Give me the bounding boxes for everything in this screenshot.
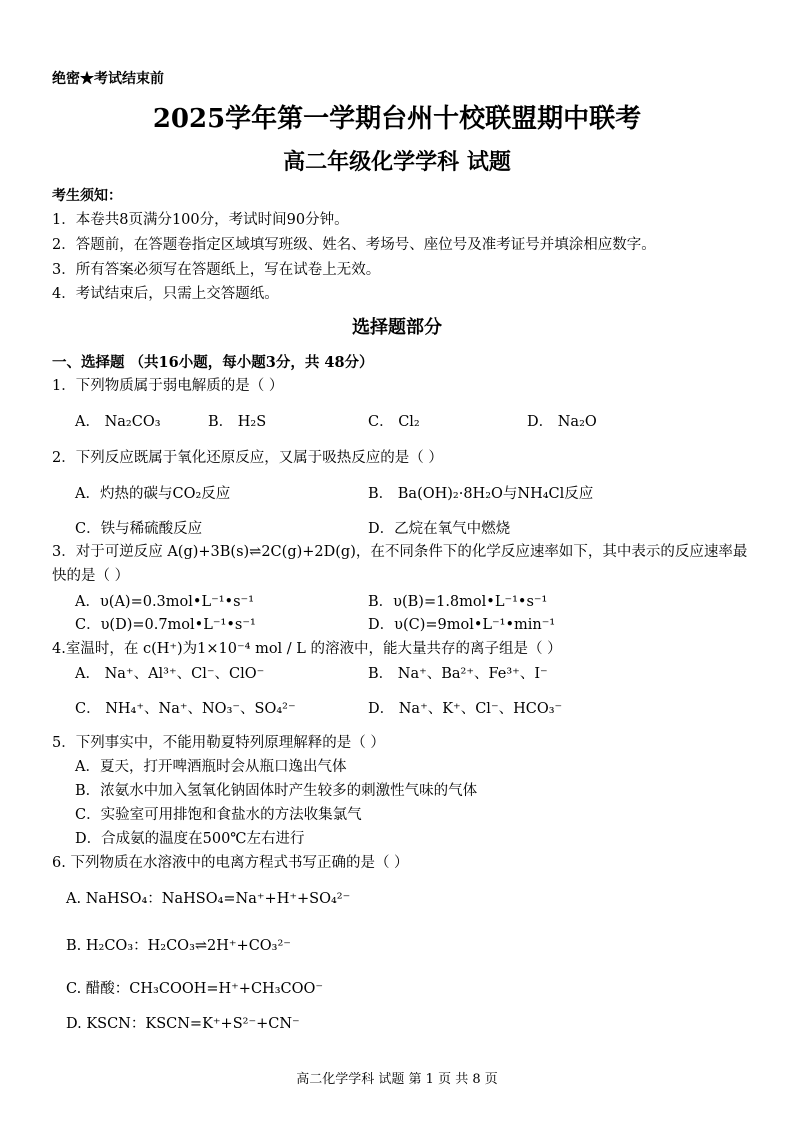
q2-option-b: B． Ba(OH)₂·8H₂O与NH₄Cl反应 [368,486,594,502]
confidential-label: 绝密★考试结束前 [52,71,164,87]
q5-option-b: B．浓氨水中加入氢氧化钠固体时产生较多的刺激性气味的气体 [75,783,478,799]
q1-option-a: A． Na₂CO₃ [75,414,161,430]
notice-item: 4．考试结束后，只需上交答题纸。 [52,286,279,302]
question-4-stem: 4.室温时，在 c(H⁺)为1×10⁻⁴ mol / L 的溶液中，能大量共存的离子组是（ ） [52,641,562,657]
q4-option-d: D． Na⁺、K⁺、Cl⁻、HCO₃⁻ [368,701,563,717]
q5-option-c: C．实验室可用排饱和食盐水的方法收集氯气 [75,807,362,823]
q1-option-c: C． Cl₂ [368,414,420,430]
exam-subtitle: 高二年级化学学科 试题 [283,149,511,175]
notice-item: 1．本卷共8页满分100分，考试时间90分钟。 [52,212,349,228]
q3-option-b: B．υ(B)=1.8mol•L⁻¹•s⁻¹ [368,594,548,610]
q4-option-a: A． Na⁺、Al³⁺、Cl⁻、ClO⁻ [75,666,265,682]
exam-title: 2025学年第一学期台州十校联盟期中联考 [152,104,642,134]
q5-option-a: A．夏天，打开啤酒瓶时会从瓶口逸出气体 [75,759,347,775]
q5-option-d: D．合成氨的温度在500℃左右进行 [75,831,305,847]
q1-option-b: B． H₂S [208,414,267,430]
question-2-stem: 2．下列反应既属于氧化还原反应，又属于吸热反应的是（ ） [52,450,443,466]
q6-option-b: B. H₂CO₃：H₂CO₃⇌2H⁺+CO₃²⁻ [66,938,291,954]
q3-option-d: D．υ(C)=9mol•L⁻¹•min⁻¹ [368,617,556,633]
q1-option-d: D． Na₂O [527,414,597,430]
question-3-stem: 3．对于可逆反应 A(g)+3B(s)⇌2C(g)+2D(g)，在不同条件下的化学反应速率如下，其中表示的反应速率最快的是（ ） [52,544,748,584]
question-5-stem: 5．下列事实中，不能用勒夏特列原理解释的是（ ） [52,735,385,751]
q3-option-c: C．υ(D)=0.7mol•L⁻¹•s⁻¹ [75,617,256,633]
q2-option-d: D．乙烷在氧气中燃烧 [368,521,511,537]
notice-item: 3．所有答案必须写在答题纸上，写在试卷上无效。 [52,262,381,278]
q6-option-c: C. 醋酸：CH₃COOH=H⁺+CH₃COO⁻ [66,981,324,997]
q2-option-a: A．灼热的碳与CO₂反应 [75,486,231,502]
section-title: 选择题部分 [352,317,442,338]
notice-heading: 考生须知： [52,188,122,204]
q3-option-a: A．υ(A)=0.3mol•L⁻¹•s⁻¹ [75,594,255,610]
q6-option-a: A. NaHSO₄：NaHSO₄=Na⁺+H⁺+SO₄²⁻ [66,891,351,907]
q4-option-b: B． Na⁺、Ba²⁺、Fe³⁺、I⁻ [368,666,548,682]
q2-option-c: C．铁与稀硫酸反应 [75,521,203,537]
notice-item: 2．答题前，在答题卷指定区域填写班级、姓名、考场号、座位号及准考证号并填涂相应数字。 [52,237,656,253]
part-heading: 一、选择题 （共16小题，每小题3分，共 48分） [52,354,374,371]
question-6-stem: 6. 下列物质在水溶液中的电离方程式书写正确的是（ ） [52,855,409,871]
question-1-stem: 1．下列物质属于弱电解质的是（ ） [52,378,284,394]
page-footer: 高二化学学科 试题 第 1 页 共 8 页 [296,1072,498,1087]
q4-option-c: C． NH₄⁺、Na⁺、NO₃⁻、SO₄²⁻ [75,701,296,717]
q6-option-d: D. KSCN：KSCN=K⁺+S²⁻+CN⁻ [66,1016,300,1032]
